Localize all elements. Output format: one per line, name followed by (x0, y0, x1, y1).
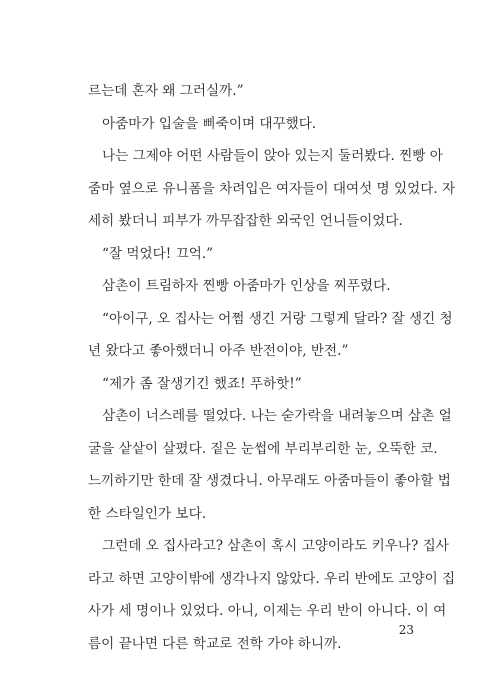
text-line: 아줌마가 입술을 삐죽이며 대꾸했다. (102, 115, 317, 132)
text-line: 한 스타일인가 보다. (88, 505, 207, 522)
text-line: 나는 그제야 어떤 사람들이 앉아 있는지 둘러봤다. 찐빵 아 (102, 148, 443, 164)
text-line: “제가 좀 잘생기긴 했죠! 푸하핫!” (102, 375, 302, 392)
text-line: 르는데 혼자 왜 그러실까.” (88, 83, 244, 99)
text-line: “아이구, 오 집사는 어쩜 생긴 거랑 그렇게 달라? 잘 생긴 청 (102, 310, 453, 327)
text-line: 세히 봤더니 피부가 까무잡잡한 외국인 언니들이었다. (88, 213, 403, 229)
text-line: 그런데 오 집사라고? 삼촌이 혹시 고양이라도 키우나? 집사 (102, 538, 449, 554)
text-line: 삼촌이 트림하자 찐빵 아줌마가 인상을 찌푸렸다. (102, 278, 391, 294)
text-line: 느끼하기만 한데 잘 생겼다니. 아무래도 아줌마들이 좋아할 법 (88, 473, 451, 489)
page-number: 23 (398, 623, 414, 637)
text-line: 삼촌이 너스레를 떨었다. 나는 숟가락을 내려놓으며 삼촌 얼 (102, 408, 452, 424)
text-line: 사가 세 명이나 있었다. 아니, 이제는 우리 반이 아니다. 이 여 (88, 603, 447, 619)
text-line: 라고 하면 고양이밖에 생각나지 않았다. 우리 반에도 고양이 집 (88, 570, 456, 587)
text-line: 년 왔다고 좋아했더니 아주 반전이야, 반전.” (88, 343, 349, 359)
text-line: 굴을 샅샅이 살폈다. 짙은 눈썹에 부리부리한 눈, 오뚝한 코. (88, 440, 438, 457)
text-line: “잘 먹었다! 끄억.” (102, 245, 214, 262)
text-line: 름이 끝나면 다른 학교로 전학 가야 하니까. (88, 635, 342, 652)
text-line: 줌마 옆으로 유니폼을 차려입은 여자들이 대여섯 명 있었다. 자 (88, 180, 456, 197)
body-text (88, 75, 456, 660)
